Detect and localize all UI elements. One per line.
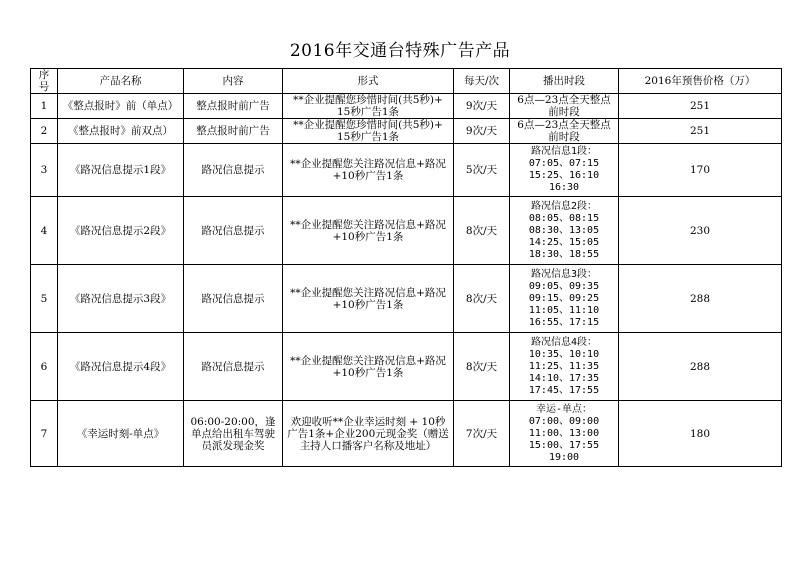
table-row (31, 94, 782, 119)
row-no: 7 (31, 401, 58, 467)
slot-line: 11:25、11:35 (528, 360, 600, 372)
slot-line: 15:25、16:10 (528, 170, 600, 181)
row-price: 170 (619, 144, 782, 197)
slot-line: 17:45、17:55 (528, 384, 600, 396)
row-price: 288 (619, 333, 782, 401)
row-frequency: 8次/天 (454, 333, 510, 401)
row-no: 5 (31, 265, 58, 333)
row-product-name: 《路况信息提示4段》 (58, 333, 184, 401)
table-header-row (31, 69, 782, 94)
row-form: **企业提醒您关注路况信息+路况+10秒广告1条 (283, 265, 454, 333)
row-frequency: 8次/天 (454, 265, 510, 333)
row-content: 路况信息提示 (184, 144, 283, 197)
products-table (30, 68, 782, 467)
row-no: 2 (31, 119, 58, 144)
row-product-name: 《路况信息提示2段》 (58, 197, 184, 265)
row-no: 3 (31, 144, 58, 197)
row-time-slots: 6点—23点全天整点前时段 (510, 94, 619, 119)
header-time-slots: 播出时段 (510, 69, 619, 94)
row-frequency: 9次/天 (454, 94, 510, 119)
slot-line: 11:00、13:00 (528, 427, 600, 439)
slot-line: 09:15、09:25 (528, 292, 600, 304)
row-content: 整点报时前广告 (184, 94, 283, 119)
row-product-name: 《路况信息提示1段》 (58, 144, 184, 197)
slot-line: 16:55、17:15 (528, 316, 600, 328)
row-frequency: 8次/天 (454, 197, 510, 265)
row-form: **企业提醒您关注路况信息+路况+10秒广告1条 (283, 333, 454, 401)
slot-line: 路况信息2段： (530, 200, 598, 212)
row-content: 整点报时前广告 (184, 119, 283, 144)
row-frequency: 9次/天 (454, 119, 510, 144)
row-no: 1 (31, 94, 58, 119)
row-price: 288 (619, 265, 782, 333)
row-product-name: 《整点报时》前（单点） (58, 94, 184, 119)
row-form: **企业提醒您珍惜时间(共5秒)+ 15秒广告1条 (283, 94, 454, 119)
slot-line: 19:00 (548, 451, 580, 463)
table-row (31, 265, 782, 333)
table-row (31, 401, 782, 467)
slot-line: 幸运-单点： (535, 403, 593, 415)
slot-line: 路况信息4段： (530, 336, 598, 348)
slot-line: 16:30 (548, 182, 580, 193)
row-time-slots (510, 333, 619, 401)
slot-line: 07:05、07:15 (528, 158, 600, 169)
slot-line: 08:30、13:05 (528, 224, 600, 236)
slot-line: 18:30、18:55 (528, 248, 600, 260)
slot-line: 14:10、17:35 (528, 372, 600, 384)
row-product-name: 《整点报时》前双点） (58, 119, 184, 144)
row-content: 路况信息提示 (184, 333, 283, 401)
row-time-slots (510, 144, 619, 197)
header-frequency: 每天/次 (454, 69, 510, 94)
table-row (31, 144, 782, 197)
row-product-name: 《幸运时刻-单点》 (58, 401, 184, 467)
row-time-slots: 6点—23点全天整点前时段 (510, 119, 619, 144)
row-no: 6 (31, 333, 58, 401)
header-content: 内容 (184, 69, 283, 94)
slot-line: 10:35、10:10 (528, 348, 600, 360)
row-form: **企业提醒您珍惜时间(共5秒)+ 15秒广告1条 (283, 119, 454, 144)
row-form: **企业提醒您关注路况信息+路况+10秒广告1条 (283, 144, 454, 197)
row-price: 230 (619, 197, 782, 265)
row-price: 251 (619, 94, 782, 119)
row-time-slots (510, 265, 619, 333)
row-content: 路况信息提示 (184, 197, 283, 265)
row-form: **企业提醒您关注路况信息+路况+10秒广告1条 (283, 197, 454, 265)
row-content: 06:00-20:00，逢单点给出租车驾驶员派发现金奖 (184, 401, 283, 467)
slot-line: 路况信息3段： (530, 268, 598, 280)
slot-line: 路况信息1段： (530, 146, 598, 157)
header-product-name: 产品名称 (58, 69, 184, 94)
page-title: 2016年交通台特殊广告产品 (289, 41, 511, 61)
row-form: 欢迎收听**企业幸运时刻 + 10秒广告1条+企业200元现金奖（赠送主持人口播客户名称及地址） (283, 401, 454, 467)
row-frequency: 5次/天 (454, 144, 510, 197)
slot-line: 14:25、15:05 (528, 236, 600, 248)
row-time-slots (510, 197, 619, 265)
slot-line: 07:00、09:00 (528, 415, 600, 427)
slot-line: 15:00、17:55 (528, 439, 600, 451)
table-row (31, 197, 782, 265)
header-form: 形式 (283, 69, 454, 94)
row-price: 251 (619, 119, 782, 144)
slot-line: 11:05、11:10 (528, 304, 600, 316)
table-row (31, 119, 782, 144)
row-no: 4 (31, 197, 58, 265)
row-frequency: 7次/天 (454, 401, 510, 467)
table-row (31, 333, 782, 401)
row-time-slots (510, 401, 619, 467)
row-product-name: 《路况信息提示3段》 (58, 265, 184, 333)
row-price: 180 (619, 401, 782, 467)
header-no: 序号 (31, 69, 58, 94)
row-content: 路况信息提示 (184, 265, 283, 333)
slot-line: 09:05、09:35 (528, 280, 600, 292)
header-price: 2016年预售价格（万） (619, 69, 782, 94)
slot-line: 08:05、08:15 (528, 212, 600, 224)
